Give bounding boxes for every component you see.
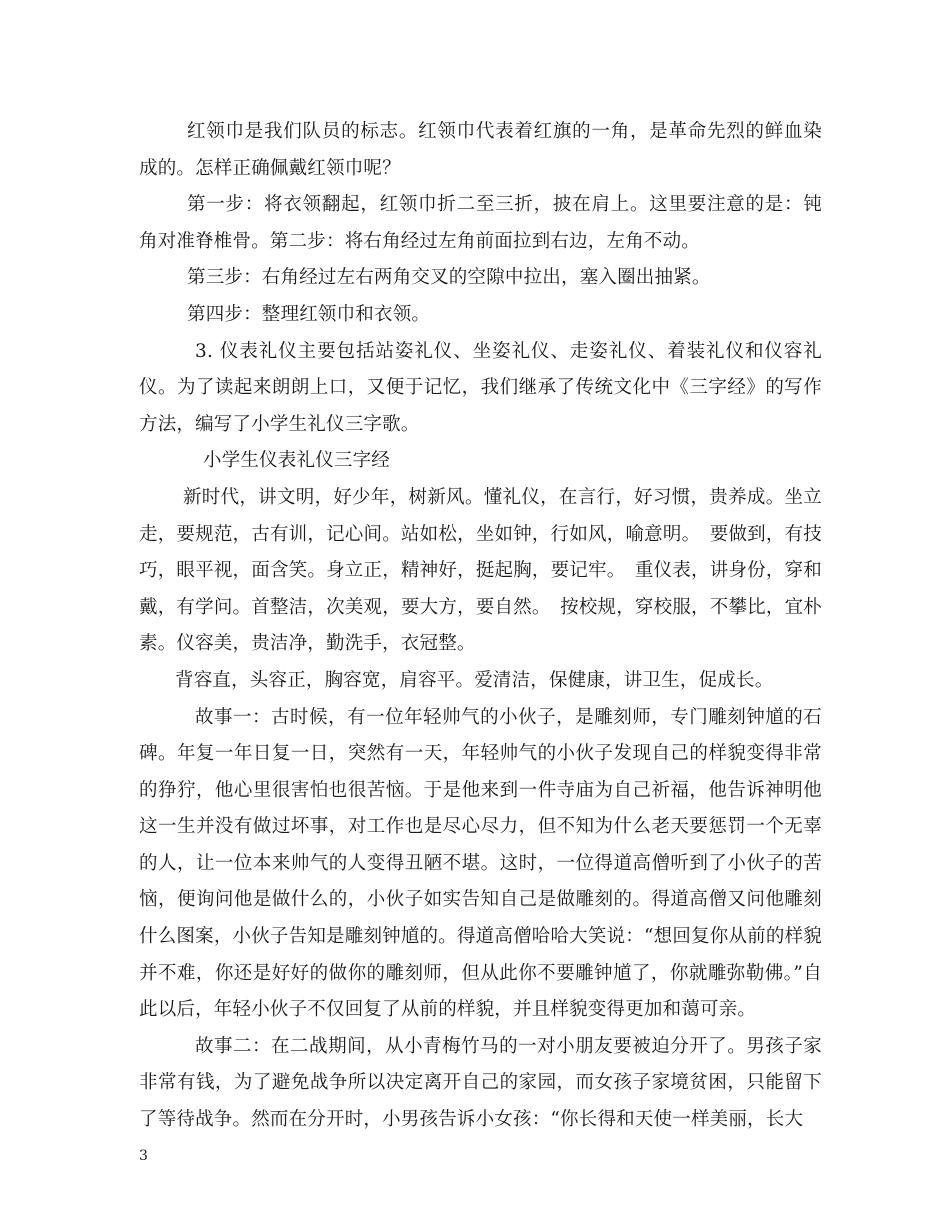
paragraph-story-two: 故事二：在二战期间，从小青梅竹马的一对小朋友要被迫分开了。男孩子家非常有钱，为了避免战争所以决定离开自己的家园，而女孩子家境贫困，只能留下了等待战争。然而在分开时，小男孩告诉小女孩：“你长得和天使一样美丽，长大 [139,1035,822,1131]
paragraph-etiquette-intro: 3. 仪表礼仪主要包括站姿礼仪、坐姿礼仪、走姿礼仪、着装礼仪和仪容礼仪。为了读起来朗朗上口，又便于记忆，我们继承了传统文化中《三字经》的写作方法，编写了小学生礼仪三字歌。 [139,340,822,435]
page-number: 3 [139,1148,148,1164]
paragraph-story-one: 故事一：古时候，有一位年轻帅气的小伙子，是雕刻师，专门雕刻钟馗的石碑。年复一年日复一日，突然有一天，年轻帅气的小伙子发现自己的样貌变得非常的狰狞，他心里很害怕也很苦恼。于是他来到一件寺庙为自己祈福，他告诉神明他这一生并没有做过坏事，对工作也是尽心尽力，但不知为什么老天要惩罚一个无辜的人，让一位本来帅气的人变得丑陋不堪。这时，一位得道高僧听到了小伙子的苦恼，便询问他是做什么的，小伙子如实告知自己是做雕刻的。得道高僧又问他雕刻什么图案，小伙子告知是雕刻钟馗的。得道高僧哈哈大笑说：“想回复你从前的样貌并不难，你还是好好的做你的雕刻师，但从此你不要雕钟馗了，你就雕弥勒佛。”自此以后，年轻小伙子不仅回复了从前的样貌，并且样貌变得更加和蔼可亲。 [139,706,822,1021]
verse-body: 新时代，讲文明，好少年，树新风。懂礼仪，在言行，好习惯，贵养成。坐立走，要规范，古有训，记心间。站如松，坐如钟，行如风，喻意明。 要做到，有技巧，眼平视，面含笑。身立正，精神好，挺起胸，要记牢。 重仪表，讲身份，穿和戴，有学问。首整洁，次美观，要大方，要自然。 按校规，穿校服，不攀比，宜朴素。仪容美，贵洁净，勤洗手，衣冠整。 [139,486,822,655]
verse-title: 小学生仪表礼仪三字经 [203,450,391,472]
paragraph-step-one-two: 第一步：将衣领翻起，红领巾折二至三折，披在肩上。这里要注意的是：钝角对准脊椎骨。第二步：将右角经过左角前面拉到右边，左角不动。 [139,194,822,252]
body-text [139,114,822,1139]
paragraph-step-four: 第四步：整理红领巾和衣领。 [187,303,431,325]
paragraph-red-scarf-intro: 红领巾是我们队员的标志。红领巾代表着红旗的一角，是革命先烈的鲜血染成的。怎样正确佩戴红领巾呢？ [139,121,822,179]
paragraph-step-three: 第三步：右角经过左右两角交叉的空隙中拉出，塞入圈出抽紧。 [187,267,711,289]
verse-ending: 背容直，头容正，胸容宽，肩容平。爱清洁，保健康，讲卫生，促成长。 [175,669,774,691]
